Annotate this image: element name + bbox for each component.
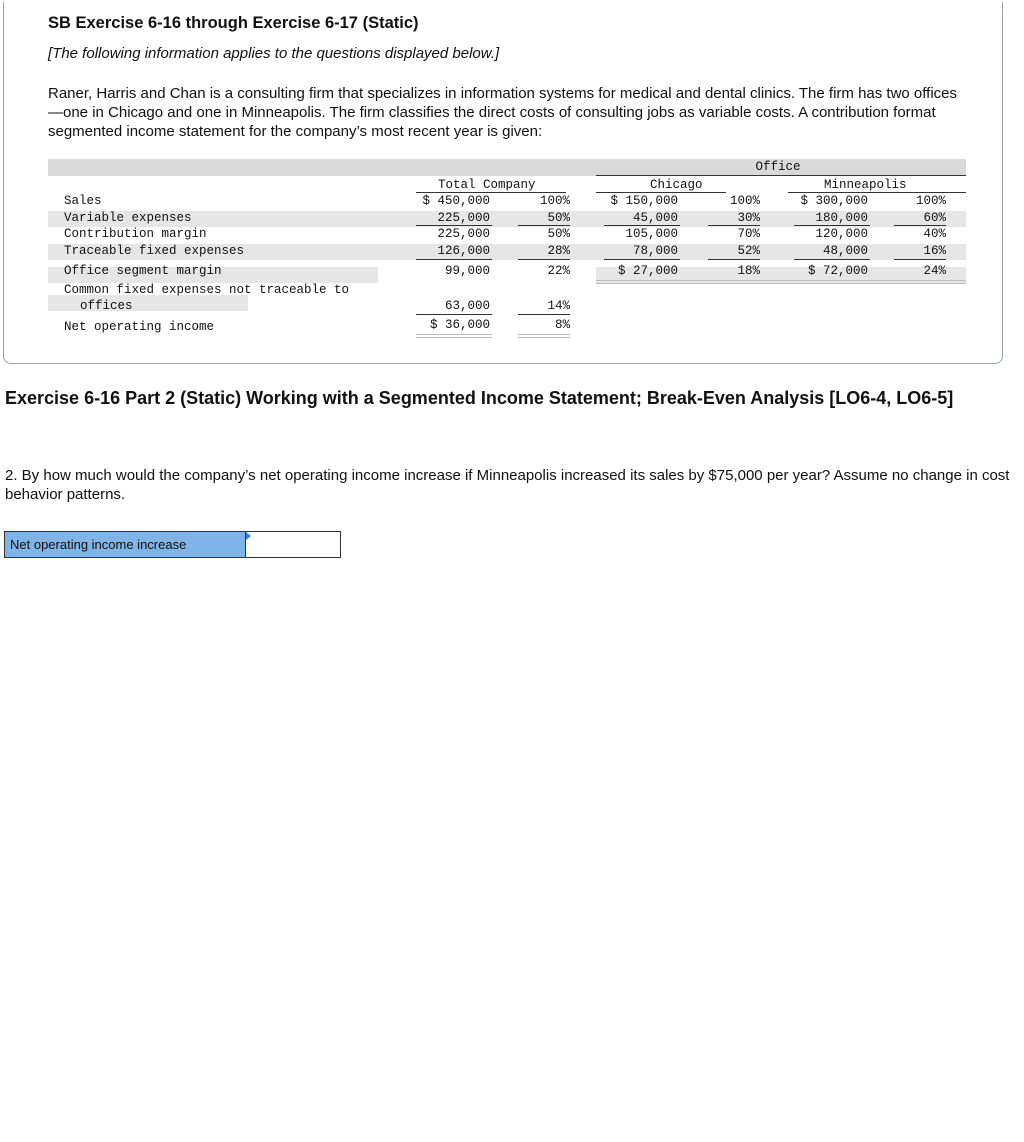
intro-paragraph: Raner, Harris and Chan is a consulting firm that specializes in information systems for medical and dental clinics. The firm has two offices—one in Chicago and one in Minneapolis. The firm classifies the direct costs of consulting jobs as variable costs. A contribution format segmented income statement for the company’s most recent year is given: [48, 85, 958, 140]
cell-minneapolis: 180,000 [815, 211, 868, 225]
exercise-heading: Exercise 6-16 Part 2 (Static) Working with a Segmented Income Statement; Break-Even Analysis [LO6-4, LO6-5] [5, 388, 954, 408]
cell-total: 225,000 [437, 227, 490, 241]
cell-chicago-pct: 100% [729, 194, 760, 208]
cell-chicago: $ 27,000 [617, 264, 678, 278]
row-label: Variable expenses [64, 211, 192, 225]
cell-chicago-pct: 52% [737, 244, 760, 258]
answer-row [4, 531, 341, 558]
cell-total-pct: 50% [547, 211, 570, 225]
cell-minneapolis-pct: 40% [923, 227, 946, 241]
cell-total: 225,000 [437, 211, 490, 225]
cell-total: 99,000 [444, 264, 490, 278]
cell-chicago: 105,000 [625, 227, 678, 241]
cell-minneapolis: 120,000 [815, 227, 868, 241]
cell-minneapolis-pct: 100% [915, 194, 946, 208]
total-rule [416, 337, 492, 338]
segment-rule [596, 283, 966, 284]
subtotal-rule [708, 259, 760, 260]
cell-minneapolis: $ 72,000 [807, 264, 868, 278]
cell-chicago-pct: 70% [737, 227, 760, 241]
office-header: Office [755, 160, 801, 174]
cell-minneapolis-pct: 16% [923, 244, 946, 258]
segment-rule [596, 280, 966, 281]
cell-minneapolis-pct: 60% [923, 211, 946, 225]
cell-total-pct: 50% [547, 227, 570, 241]
cell-total-pct: 8% [554, 318, 570, 332]
row-label-continued: offices [80, 299, 133, 313]
row-label: Net operating income [64, 320, 215, 334]
cell-chicago-pct: 30% [737, 211, 760, 225]
input-marker-icon [246, 532, 251, 540]
cell-total-pct: 14% [547, 299, 570, 313]
total-rule [518, 337, 570, 338]
office-header-rule [596, 175, 966, 176]
cell-chicago-pct: 18% [737, 264, 760, 278]
subtotal-rule [518, 314, 570, 315]
row-label: Traceable fixed expenses [64, 244, 245, 258]
cell-chicago: 78,000 [632, 244, 678, 258]
cell-total-pct: 100% [539, 194, 570, 208]
subtotal-rule [518, 259, 570, 260]
question-text: 2. By how much would the company’s net operating income increase if Minneapolis increased its sales by $75,000 per year? Assume no change in cost behavior patterns. [5, 467, 1010, 503]
row-label: Contribution margin [64, 227, 207, 241]
cell-total: $ 450,000 [422, 194, 490, 208]
table-header-band [48, 159, 966, 176]
col-header-chicago: Chicago [650, 178, 703, 192]
cell-chicago: $ 150,000 [610, 194, 678, 208]
section-note: [The following information applies to the questions displayed below.] [48, 45, 500, 62]
row-label: Sales [64, 194, 102, 208]
row-label: Common fixed expenses not traceable to [64, 283, 350, 297]
cell-total: 63,000 [444, 299, 490, 313]
total-rule [518, 334, 570, 335]
subtotal-rule [604, 259, 680, 260]
col-header-total: Total Company [438, 178, 536, 192]
cell-minneapolis-pct: 24% [923, 264, 946, 278]
subtotal-rule [894, 259, 946, 260]
cell-minneapolis: 48,000 [822, 244, 868, 258]
total-rule [416, 334, 492, 335]
answer-label: Net operating income increase [5, 532, 245, 557]
row-label: Office segment margin [64, 264, 222, 278]
cell-total-pct: 28% [547, 244, 570, 258]
cell-minneapolis: $ 300,000 [800, 194, 868, 208]
cell-total-pct: 22% [547, 264, 570, 278]
section-title: SB Exercise 6-16 through Exercise 6-17 (Static) [48, 14, 419, 32]
segmented-income-statement [48, 159, 966, 337]
subtotal-rule [416, 314, 492, 315]
cell-total: $ 36,000 [429, 318, 490, 332]
col-header-minneapolis: Minneapolis [824, 178, 907, 192]
cell-total: 126,000 [437, 244, 490, 258]
net-operating-income-increase-input[interactable] [245, 532, 340, 557]
subtotal-rule [794, 259, 870, 260]
subtotal-rule [416, 259, 492, 260]
cell-chicago: 45,000 [632, 211, 678, 225]
